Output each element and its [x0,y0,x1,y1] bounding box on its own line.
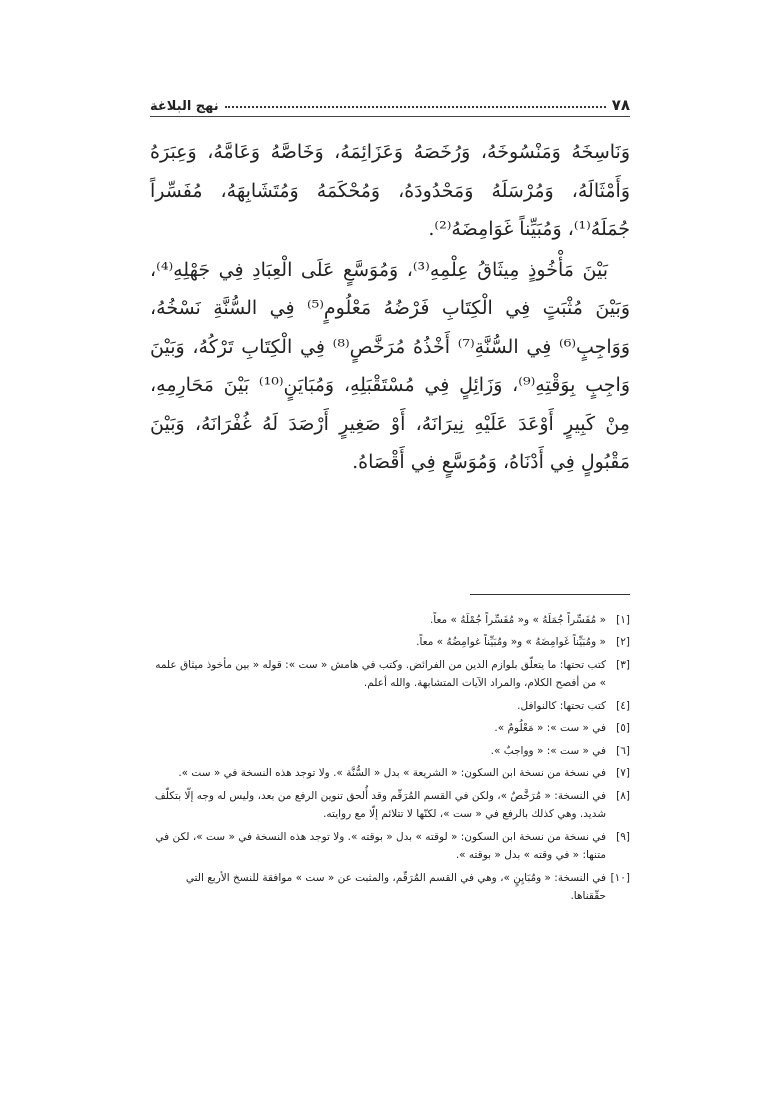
footnote-number: [٧] [616,767,630,779]
footnote-text: في نسخة من نسخة ابن السكون: « الشريعة » بدل « السُّنَّة ». ولا توجد هذه النسخة في « ست ». [178,767,606,779]
page [150,92,630,910]
footnote [150,869,630,906]
footnote-text: « مُفَسِّراً جُمَلَهُ » و« مُفَسِّراً جُمْلَهُ » معاً. [429,613,606,626]
footnote [150,764,630,783]
footnote-number: [٣] [616,658,630,671]
footnote [150,719,630,738]
footnote-number: [٥] [616,722,630,734]
footnote-text: في « ست »: « وواجبٌ ». [490,744,606,757]
footnote-number: [١] [616,613,630,626]
header-rule [150,116,630,117]
footnote-text: « ومُبَيِّناً غَوامِضَهُ » و« ومُبَيِّناً غوامِضُهُ » معاً. [416,636,606,648]
book-title: نهج البلاغة [150,99,219,114]
header-dot-leader [225,106,606,108]
main-text [150,133,630,482]
footnote-text: في نسخة من نسخة ابن السكون: « لوقته » بدل « بوقته ». ولا توجد هذه النسخة في « ست »، لكن في متنها: « في وقته » بدل « بوقته ». [155,830,606,861]
footnote [150,787,630,824]
footnote [150,828,630,865]
footnote-text: في النسخة: « ومُبَايِنٍ »، وهي في القسم المُرَقّم، والمثبت عن « ست » موافقة للنسخ الأربع التي حقّقناها. [185,871,606,902]
footnote-separator [470,594,630,595]
footnote-text: في النسخة: « مُرَخَّصٌ »، ولكن في القسم المُرَقّم وقد أُلحق تنوين الرفع من بعد، وليس له وجه إلّا بتكلّف شديد. وهي كذلك بالرفع في « ست »، لكنّها لا تتلائم إلّا مع روايته. [154,789,606,820]
footnotes [150,611,630,906]
paragraph: وَنَاسِخَهُ وَمَنْسُوخَهُ، وَرُخَصَهُ وَعَزَائِمَهُ، وَخَاصَّهُ وَعَامَّهُ، وَعِبَرَهُ وَأَمْثَالَهُ، وَمُرْسَلَهُ وَمَحْدُودَهُ، وَمُحْكَمَهُ وَمُتَشَابِهَهُ، مُفَسِّراً جُمَلَهُ⁽¹⁾، وَمُبَيِّناً غَوَامِضَهُ⁽²⁾. [150,141,630,240]
page-number: ٧٨ [611,96,630,114]
footnote-number: [٩] [616,830,630,843]
footnote [150,697,630,716]
footnote [150,742,630,761]
footnote-text: كتب تحتها: كالنوافل. [517,699,606,712]
footnote [150,656,630,693]
footnote-text: في « ست »: « مَعْلُومٌ ». [494,722,606,734]
footnote-number: [٦] [616,744,630,757]
running-header [150,92,630,114]
footnote-number: [٢] [616,636,630,648]
footnote [150,633,630,652]
footnote-text: كتب تحتها: ما يتعلّق بلوازم الدين من الفرائض. وكتب في هامش « ست »: قوله « بين مأخوذ ميثاق علمه » من أفصح الكلام، والمراد الآيات المتشابهة. والله أعلم. [155,658,606,689]
footnote [150,611,630,630]
footnote-number: [١٠] [610,871,630,884]
paragraph: بَيْنَ مَأْخُوذٍ مِيثَاقُ عِلْمِهِ⁽³⁾، وَمُوَسَّعٍ عَلَى الْعِبَادِ فِي جَهْلِهِ⁽⁴⁾، وَبَيْنَ مُثْبَتٍ فِي الْكِتَابِ فَرْضُهُ مَعْلُومٍ⁽⁵⁾ فِي السُّنَّةِ نَسْخُهُ، وَوَاجِبٍ⁽⁶⁾ فِي السُّنَّةِ⁽⁷⁾ أَخْذُهُ مُرَخَّصٍ⁽⁸⁾ فِي الْكِتَابِ تَرْكُهُ، وَبَيْنَ وَاجِبٍ بِوَقْتِهِ⁽⁹⁾، وَزَائِلٍ فِي مُسْتَقْبَلِهِ، وَمُبَايَنٍ⁽¹⁰⁾ بَيْنَ مَحَارِمِهِ، مِنْ كَبِيرٍ أَوْعَدَ عَلَيْهِ نِيرَانَهُ، أَوْ صَغِيرٍ أَرْصَدَ لَهُ غُفْرَانَهُ، وَبَيْنَ مَقْبُولٍ فِي أَدْنَاهُ، وَمُوَسَّعٍ فِي أَقْصَاهُ. [150,258,631,473]
footnote-number: [٤] [616,699,630,712]
footnote-number: [٨] [616,789,630,802]
